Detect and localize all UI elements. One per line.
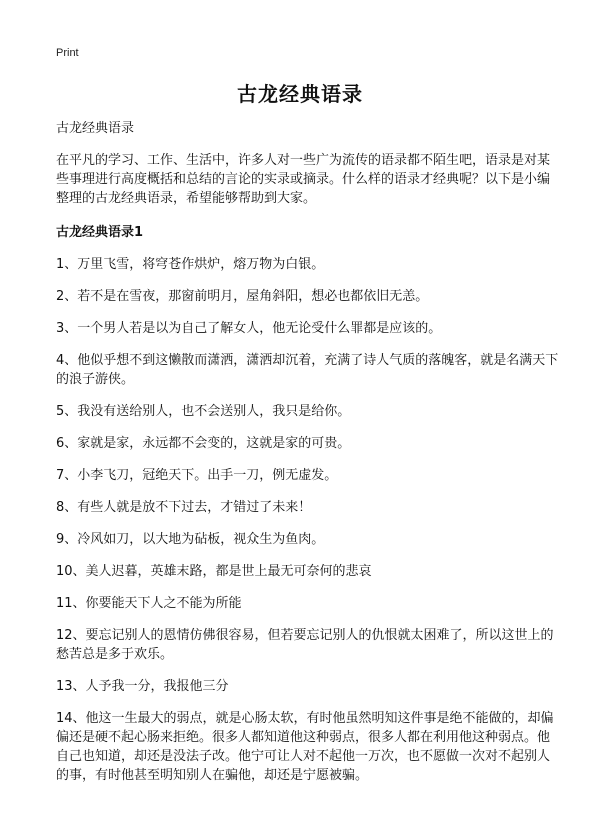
- quote-item: 10、美人迟暮，英雄末路，都是世上最无可奈何的悲哀: [56, 564, 372, 579]
- quote-item: 9、冷风如刀，以大地为砧板，视众生为鱼肉。: [56, 532, 325, 547]
- document-title: 古龙经典语录: [237, 82, 363, 106]
- quote-item: 2、若不是在雪夜，那窗前明月，屋角斜阳，想必也都依旧无恙。: [56, 289, 429, 304]
- quote-item: 12、要忘记别人的恩情仿佛很容易，但若要忘记别人的仇恨就太困难了，所以这世上的愁苦总是多于欢乐。: [56, 628, 554, 662]
- intro-paragraph: 在平凡的学习、工作、生活中，许多人对一些广为流传的语录都不陌生吧，语录是对某些事理进行高度概括和总结的言论的实录或摘录。什么样的语录才经典呢？以下是小编整理的古龙经典语录，希望能够帮助到大家。: [56, 153, 551, 206]
- quote-item: 5、我没有送给别人，也不会送别人，我只是给你。: [56, 404, 351, 419]
- document-body: [56, 119, 560, 798]
- quote-item: 1、万里飞雪，将穹苍作烘炉，熔万物为白银。: [56, 257, 325, 272]
- quote-item: 14、他这一生最大的弱点，就是心肠太软，有时他虽然明知这件事是绝不能做的，却偏偏还是硬不起心肠来拒绝。很多人都知道他这种弱点，很多人都在利用他这种弱点。他自己也知道，却还是没法子改。他宁可让人对不起他一万次，也不愿做一次对不起别人的事，有时他甚至明知别人在骗他，却还是宁愿被骗。: [56, 711, 554, 783]
- quote-item: 3、一个男人若是以为自己了解女人，他无论受什么罪都是应该的。: [56, 321, 442, 336]
- quote-item: 4、他似乎想不到这懒散而潇洒，潇洒却沉着，充满了诗人气质的落魄客，就是名满天下的浪子游侠。: [56, 353, 559, 387]
- print-label: Print: [56, 47, 79, 59]
- quote-item: 8、有些人就是放不下过去，才错过了未来！: [56, 500, 312, 515]
- quote-item: 13、人予我一分，我报他三分: [56, 679, 229, 694]
- document-subtitle: 古龙经典语录: [56, 121, 135, 136]
- quote-item: 7、小李飞刀，冠绝天下。出手一刀，例无虚发。: [56, 468, 338, 483]
- quote-item: 11、你要能天下人之不能为所能: [56, 596, 242, 611]
- section-heading: 古龙经典语录1: [56, 225, 144, 240]
- quote-item: 6、家就是家，永远都不会变的，这就是家的可贵。: [56, 436, 351, 451]
